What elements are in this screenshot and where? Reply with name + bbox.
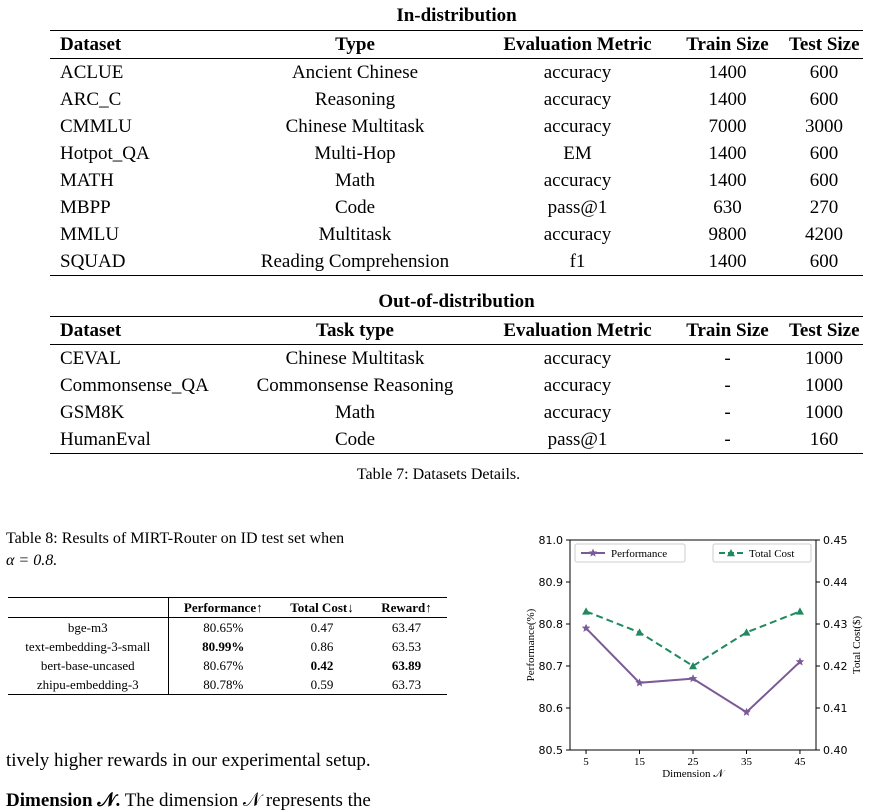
header-performance: Performance↑ (168, 598, 278, 618)
table-8-caption (6, 528, 446, 572)
cell: bert-base-uncased (8, 656, 168, 675)
cell: 1000 (805, 374, 844, 396)
cell: 0.86 (310, 639, 334, 654)
total-cost-point (742, 628, 750, 635)
cell: accuracy (543, 115, 612, 137)
header-metric: Evaluation Metric (485, 316, 670, 344)
performance-line (586, 628, 800, 712)
cell: 630 (713, 196, 742, 218)
cell: Reasoning (314, 88, 396, 110)
cell: 1000 (805, 401, 844, 423)
out-of-distribution-table (50, 288, 863, 454)
cell: 0.59 (278, 675, 366, 695)
cell: - (670, 426, 785, 454)
cell: text-embedding-3-small (8, 637, 168, 656)
table-row (50, 372, 863, 399)
x-axis-label: Dimension 𝒩 (662, 768, 724, 780)
cell: - (724, 374, 731, 396)
table-row (50, 344, 863, 372)
cell: 600 (809, 61, 839, 83)
cell: Chinese Multitask (285, 347, 425, 369)
cell: Math (334, 169, 376, 191)
total-cost-point (636, 628, 644, 635)
body-text: tively higher rewards in our experimental setup. (6, 750, 371, 771)
y-left-tick-label: 81.0 (538, 534, 563, 547)
table-row (50, 399, 863, 426)
cell: Math (334, 401, 376, 423)
cell: accuracy (543, 61, 612, 83)
cell: CMMLU (60, 115, 132, 137)
cell: 80.67% (203, 658, 244, 673)
cell: Commonsense_QA (60, 374, 209, 396)
table-row (50, 221, 863, 248)
cell: 600 (809, 88, 839, 110)
cell: 1400 (708, 142, 747, 164)
cell: 63.73 (366, 675, 447, 695)
cell: Ancient Chinese (291, 61, 419, 83)
cell: 600 (809, 169, 839, 191)
header-train-size: Train Size (670, 316, 785, 344)
cell: 80.78% (168, 675, 278, 695)
table-row (50, 58, 863, 86)
cell: 1000 (805, 347, 844, 369)
cell: EM (563, 142, 592, 164)
cell: accuracy (543, 223, 612, 245)
cell: 270 (809, 196, 839, 218)
legend-total-cost-label: Total Cost (749, 548, 795, 560)
header-metric: Evaluation Metric (485, 30, 670, 58)
header-train-size: Train Size (670, 30, 785, 58)
cell: - (724, 401, 731, 423)
total-cost-line (586, 611, 800, 666)
y-right-tick-label: 0.45 (823, 534, 848, 547)
paragraph-text: The dimension 𝒩 represents the (120, 790, 371, 810)
cell: 7000 (708, 115, 747, 137)
cell: Multi-Hop (314, 142, 396, 164)
table-row (50, 248, 863, 276)
cell: accuracy (543, 347, 612, 369)
table-row (8, 618, 447, 638)
y-left-tick-label: 80.7 (538, 660, 563, 673)
cell: pass@1 (485, 426, 670, 454)
cell: 9800 (708, 223, 747, 245)
cell: HumanEval (50, 426, 225, 454)
y-left-tick-label: 80.5 (538, 744, 563, 757)
cell: 80.65% (203, 620, 244, 635)
cell: 4200 (805, 223, 843, 245)
table-row (50, 194, 863, 221)
x-tick-label: 35 (740, 756, 752, 768)
table-7-caption: Table 7: Datasets Details. (356, 466, 521, 483)
cell: accuracy (543, 401, 612, 423)
cell: MBPP (60, 196, 111, 218)
cell: 80.99% (202, 639, 245, 654)
y-right-tick-label: 0.40 (823, 744, 848, 757)
cell: Code (225, 426, 485, 454)
header-dataset: Dataset (50, 30, 225, 58)
cell: 63.47 (391, 620, 422, 635)
dimension-chart (515, 525, 877, 785)
cell: Chinese Multitask (285, 115, 425, 137)
cell: Reading Comprehension (225, 248, 485, 276)
cell: 0.42 (310, 658, 334, 673)
body-text-paragraph (6, 790, 371, 810)
cell: Multitask (318, 223, 392, 245)
cell: Hotpot_QA (60, 142, 150, 164)
table-caption: In-distribution (50, 2, 863, 30)
cell: 600 (809, 142, 839, 164)
header-test-size: Test Size (785, 30, 863, 58)
cell: 0.47 (310, 620, 334, 635)
cell: MMLU (60, 223, 120, 245)
header-total-cost: Total Cost↓ (278, 598, 366, 618)
cell: ACLUE (60, 61, 124, 83)
cell: pass@1 (547, 196, 608, 218)
cell: accuracy (543, 88, 612, 110)
y-left-axis-label: Performance(%) (525, 608, 537, 682)
cell: Commonsense Reasoning (256, 374, 454, 396)
cell: 63.89 (391, 658, 422, 673)
table-row (50, 426, 863, 454)
y-right-tick-label: 0.44 (823, 576, 848, 589)
y-left-tick-label: 80.9 (538, 576, 563, 589)
cell: 600 (785, 248, 863, 276)
table-row (8, 675, 447, 695)
cell: 1400 (708, 88, 747, 110)
total-cost-point (582, 607, 590, 614)
cell: bge-m3 (8, 618, 168, 638)
cell: 63.53 (391, 639, 422, 654)
table-row (50, 140, 863, 167)
header-embedding (8, 598, 168, 618)
y-left-tick-label: 80.6 (538, 702, 563, 715)
legend-performance-label: Performance (611, 548, 668, 560)
table-row (8, 637, 447, 656)
cell: SQUAD (50, 248, 225, 276)
cell: f1 (485, 248, 670, 276)
cell: MATH (60, 169, 114, 191)
table-row (8, 656, 447, 675)
header-task-type: Task type (225, 316, 485, 344)
cell: accuracy (543, 374, 612, 396)
table-8-caption-line: α = 0.8. (6, 552, 58, 569)
y-right-tick-label: 0.42 (823, 660, 848, 673)
x-tick-label: 15 (634, 756, 646, 768)
y-left-tick-label: 80.8 (538, 618, 563, 631)
cell: ARC_C (60, 88, 122, 110)
header-dataset: Dataset (50, 316, 225, 344)
cell: CEVAL (60, 347, 121, 369)
y-right-tick-label: 0.41 (823, 702, 848, 715)
plot-frame (570, 540, 816, 750)
cell: - (724, 347, 731, 369)
x-tick-label: 45 (794, 756, 806, 768)
x-tick-label: 25 (687, 756, 699, 768)
table-row (50, 167, 863, 194)
table-caption: Out-of-distribution (50, 288, 863, 316)
table-row (50, 113, 863, 140)
table-row (50, 86, 863, 113)
header-type: Type (225, 30, 485, 58)
x-tick-label: 5 (583, 756, 589, 768)
results-table (8, 597, 447, 695)
paragraph-heading: Dimension 𝒩. (6, 790, 121, 810)
cell: 160 (785, 426, 863, 454)
cell: Code (334, 196, 376, 218)
cell: 1400 (670, 248, 785, 276)
table-8-caption-line: Table 8: Results of MIRT-Router on ID test set when (6, 530, 345, 547)
cell: 1400 (708, 169, 747, 191)
total-cost-point (796, 607, 804, 614)
cell: accuracy (543, 169, 612, 191)
y-right-axis-label: Total Cost($) (851, 615, 863, 675)
cell: zhipu-embedding-3 (8, 675, 168, 695)
header-test-size: Test Size (785, 316, 863, 344)
header-reward: Reward↑ (366, 598, 447, 618)
cell: 1400 (708, 61, 747, 83)
cell: GSM8K (60, 401, 125, 423)
y-right-tick-label: 0.43 (823, 618, 848, 631)
in-distribution-table (50, 2, 863, 276)
cell: 3000 (805, 115, 843, 137)
